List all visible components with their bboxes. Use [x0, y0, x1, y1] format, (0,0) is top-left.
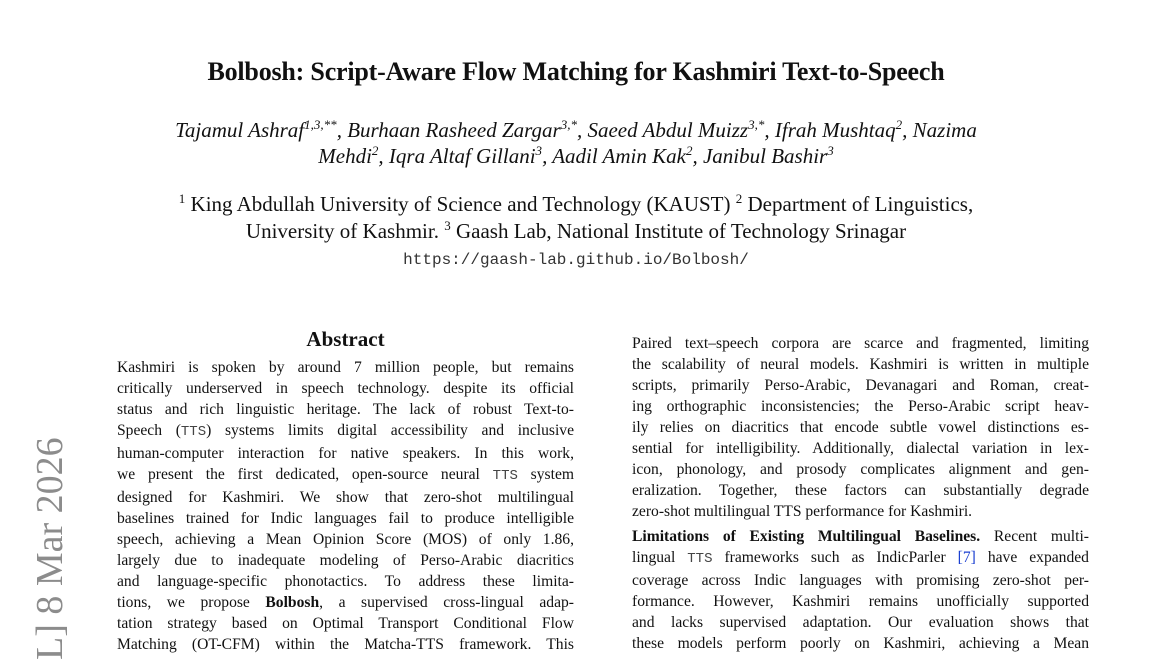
affiliation-marker: 1	[178, 191, 186, 206]
author-line-2: Mehdi$^2$, Iqra Altaf Gillani$^3$, Aadil Amin Kak$^2$, Janibul Bashir$^3$	[318, 143, 834, 168]
tts-acronym: TTS	[492, 468, 518, 484]
affiliation-kaust: King Abdullah University of Science and Technology (KAUST)	[190, 192, 731, 216]
body-line: icon, phonology, and prosody complicates alignment and gen-	[632, 461, 1089, 478]
right-column-text	[632, 333, 1089, 654]
text-run: we present the first dedicated, open-source neural	[117, 466, 493, 483]
author-affiliation-sup: 2	[895, 117, 903, 132]
text-run: , a supervised cross-lingual adap-	[319, 594, 574, 611]
author-affiliation-sup: 2	[685, 143, 693, 158]
tts-acronym: TTS	[180, 424, 207, 440]
body-line: scripts, primarily Perso-Arabic, Devanagari and Roman, creat-	[632, 377, 1089, 394]
text-run: have expanded	[975, 549, 1089, 566]
author-name: Tajamul Ashraf	[175, 118, 305, 142]
body-line: formance. However, Kashmiri remains unofficially supported	[632, 593, 1089, 610]
paper-title: Bolbosh: Script-Aware Flow Matching for Kashmiri Text-to-Speech	[207, 57, 945, 86]
abstract-line: Matching (OT-CFM) within the Matcha-TTS framework. This	[117, 636, 574, 653]
text-run: frameworks such as IndicParler	[712, 549, 958, 566]
body-line: the scalability of neural models. Kashmiri is written in multiple	[632, 356, 1089, 373]
abstract-line: critically underserved in speech technology. despite its official	[117, 380, 574, 397]
abstract-line: status and rich linguistic heritage. The lack of robust Text-to-	[117, 401, 574, 418]
text-run: lingual	[632, 549, 688, 566]
author-list	[120, 117, 1032, 169]
text-run: ) systems limits digital accessibility and inclusive	[206, 422, 575, 439]
abstract-line: and language-specific phonotactics. To address these limita-	[117, 573, 574, 590]
author-affiliation-sup: 3,*	[748, 117, 765, 132]
abstract-line: speech, achieving a Mean Opinion Score (MOS) of only 1.86,	[117, 531, 574, 548]
abstract-line: human-computer interaction for native speakers. In this work,	[117, 445, 574, 462]
abstract-line: largely due to inadequate modeling of Perso-Arabic diacritics	[117, 552, 574, 569]
abstract-body	[117, 357, 574, 655]
body-line: coverage across Indic languages with promising zero-shot per-	[632, 572, 1089, 589]
body-line: ily relies on diacritics that encode subtle vowel distinctions es-	[632, 419, 1089, 436]
author-name: Ifrah Mushtaq	[774, 118, 896, 142]
text-run: Recent multi-	[980, 528, 1089, 545]
body-line	[632, 547, 1089, 570]
abstract-line: Kashmiri is spoken by around 7 million people, but remains	[117, 359, 574, 376]
author-affiliation-sup: 3	[535, 143, 543, 158]
body-line: eralization. Together, these factors can substantially degrade	[632, 482, 1089, 499]
author-name: Burhaan Rasheed Zargar	[347, 118, 561, 142]
author-name: Nazima	[912, 118, 977, 142]
author-name: Mehdi	[318, 144, 372, 168]
citation-link[interactable]: [7]	[957, 549, 976, 566]
affiliation-kashmir: University of Kashmir.	[245, 219, 439, 243]
body-line: and lacks supervised adaptation. Our evaluation shows that	[632, 614, 1089, 631]
author-name: Iqra Altaf Gillani	[388, 144, 536, 168]
author-name: Aadil Amin Kak	[552, 144, 686, 168]
author-affiliation-sup: 2	[371, 143, 379, 158]
affiliation-line-2	[100, 218, 1052, 245]
text-run: tions, we propose	[117, 594, 266, 611]
abstract-line	[117, 420, 574, 443]
author-name: Janibul Bashir	[702, 144, 828, 168]
affiliations	[100, 191, 1052, 245]
author-affiliation-sup: 1,3,**	[304, 117, 337, 132]
arxiv-date-stamp: L] 8 Mar 2026	[29, 437, 71, 660]
body-line	[632, 526, 1089, 547]
text-run: system	[517, 466, 574, 483]
abstract-heading: Abstract	[306, 327, 385, 351]
method-name: Bolbosh	[265, 594, 320, 611]
body-line: sential for intelligibility. Additionally, dialectal variation in lex-	[632, 440, 1089, 457]
body-line: these models perform poorly on Kashmiri, achieving a Mean	[632, 635, 1089, 652]
affiliation-gaash: Gaash Lab, National Institute of Technology Srinagar	[455, 219, 907, 243]
text-run: Speech (	[117, 422, 181, 439]
body-line: Paired text–speech corpora are scarce and fragmented, limiting	[632, 335, 1089, 352]
body-line: zero-shot multilingual TTS performance for Kashmiri.	[632, 503, 973, 520]
body-line: ing orthographic inconsistencies; the Perso-Arabic script heav-	[632, 398, 1089, 415]
affiliation-linguistics: Department of Linguistics,	[747, 192, 974, 216]
abstract-line: designed for Kashmiri. We show that zero-shot multilingual	[117, 489, 574, 506]
author-line-1: Tajamul Ashraf$^{1,3,**}$, Burhaan Rasheed Zargar$^{3,*}$, Saeed Abdul Muizz$^{3,*}$, Ifrah Mushtaq$^2$, Nazima	[175, 117, 977, 142]
affiliation-marker: 3	[444, 218, 451, 233]
affiliation-marker: 2	[735, 191, 743, 206]
author-affiliation-sup: 3	[827, 143, 834, 158]
abstract-line: tation strategy based on Optimal Transport Conditional Flow	[117, 615, 574, 632]
abstract-line	[117, 592, 574, 613]
tts-acronym: TTS	[687, 551, 713, 567]
paragraph-heading: Limitations of Existing Multilingual Baselines.	[632, 528, 981, 545]
author-name: Saeed Abdul Muizz	[587, 118, 749, 142]
abstract-line	[117, 464, 574, 487]
author-affiliation-sup: 3,*	[560, 117, 577, 132]
abstract-line: baselines trained for Indic languages fail to produce intelligible	[117, 510, 574, 527]
project-url[interactable]: https://gaash-lab.github.io/Bolbosh/	[403, 251, 749, 269]
affiliation-line-1	[100, 191, 1052, 218]
